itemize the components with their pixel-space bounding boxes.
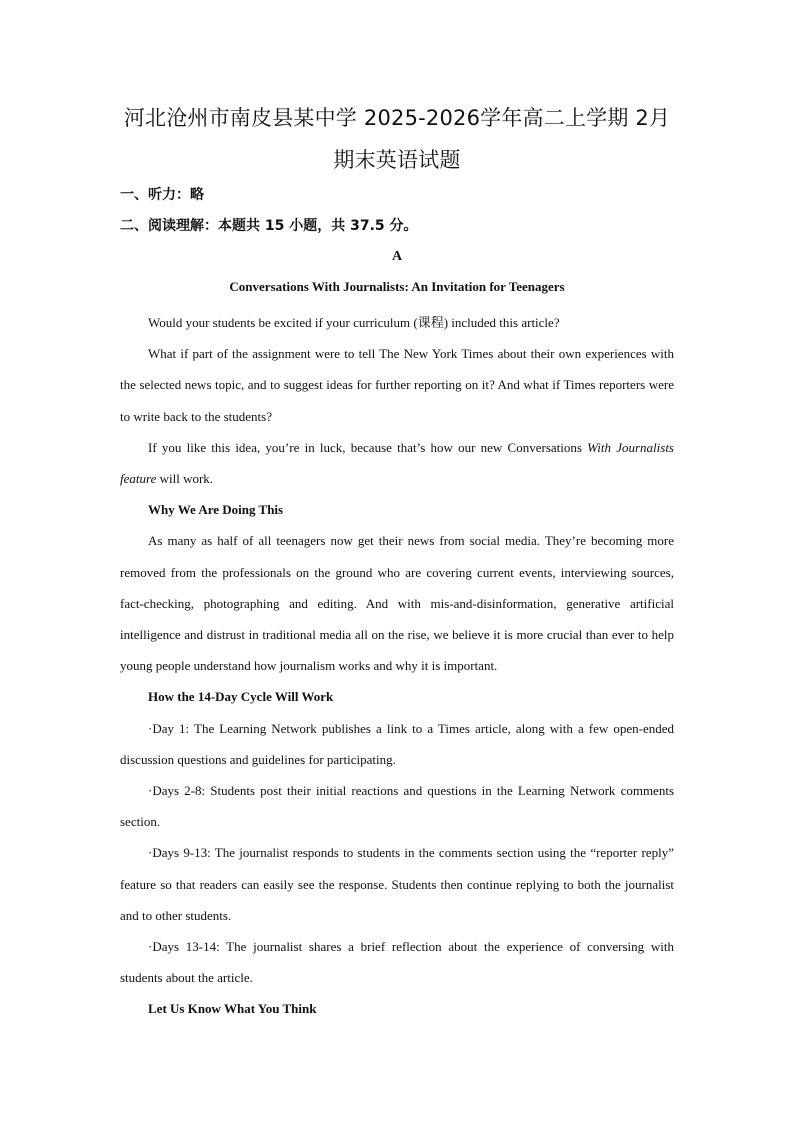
list-item: ·Days 2-8: Students post their initial reactions and questions in the Learning Network comments section. [120, 783, 674, 830]
paragraph [120, 432, 674, 494]
subheading: Let Us Know What You Think [148, 1001, 317, 1017]
paragraph-text: If you like this idea, you’re in luck, because that’s how our new Conversations [148, 439, 588, 455]
list-item: ·Day 1: The Learning Network publishes a link to a Times article, along with a few open-ended discussion questions and guidelines for participating. [120, 720, 674, 767]
subheading: Why We Are Doing This [148, 502, 284, 518]
paragraph: What if part of the assignment were to tell The New York Times about their own experiences with the selected news topic, and to suggest ideas for further reporting on it? And what if Times reporters were to write back to the students? [120, 346, 674, 424]
document-title-line-2: 期末英语试题 [333, 148, 461, 172]
list-item: ·Days 13-14: The journalist shares a brief reflection about the experience of conversing with students about the article. [120, 939, 674, 986]
paragraph-text: will work. [156, 471, 214, 487]
list-item: ·Days 9-13: The journalist responds to students in the comments section using the “reporter reply” feature so that readers can easily see the response. Students then continue replying to both the journalist and to other students. [120, 845, 674, 923]
passage-letter: A [391, 249, 403, 264]
passage-body [120, 307, 674, 1025]
italic-text: With Journalists feature [120, 439, 674, 487]
paragraph: As many as half of all teenagers now get their news from social media. They’re becoming more removed from the professionals on the ground who are covering current events, interviewing sources, fact-checking, photographing and editing. And with mis-and-disinformation, generative artificial intelligence and distrust in traditional media all on the rise, we believe it is more crucial than ever to help young people understand how journalism works and why it is important. [120, 533, 674, 674]
document-title-line-1: 河北沧州市南皮县某中学 2025-2026学年高二上学期 2月 [123, 106, 671, 130]
paragraph: Would your students be excited if your curriculum (课程) included this article? [148, 315, 560, 330]
section-reading: 二、阅读理解：本题共 15 小题，共 37.5 分。 [120, 218, 418, 234]
passage-title: Conversations With Journalists: An Invitation for Teenagers [229, 279, 565, 294]
section-listening: 一、听力：略 [120, 187, 204, 203]
subheading: How the 14-Day Cycle Will Work [148, 689, 334, 705]
